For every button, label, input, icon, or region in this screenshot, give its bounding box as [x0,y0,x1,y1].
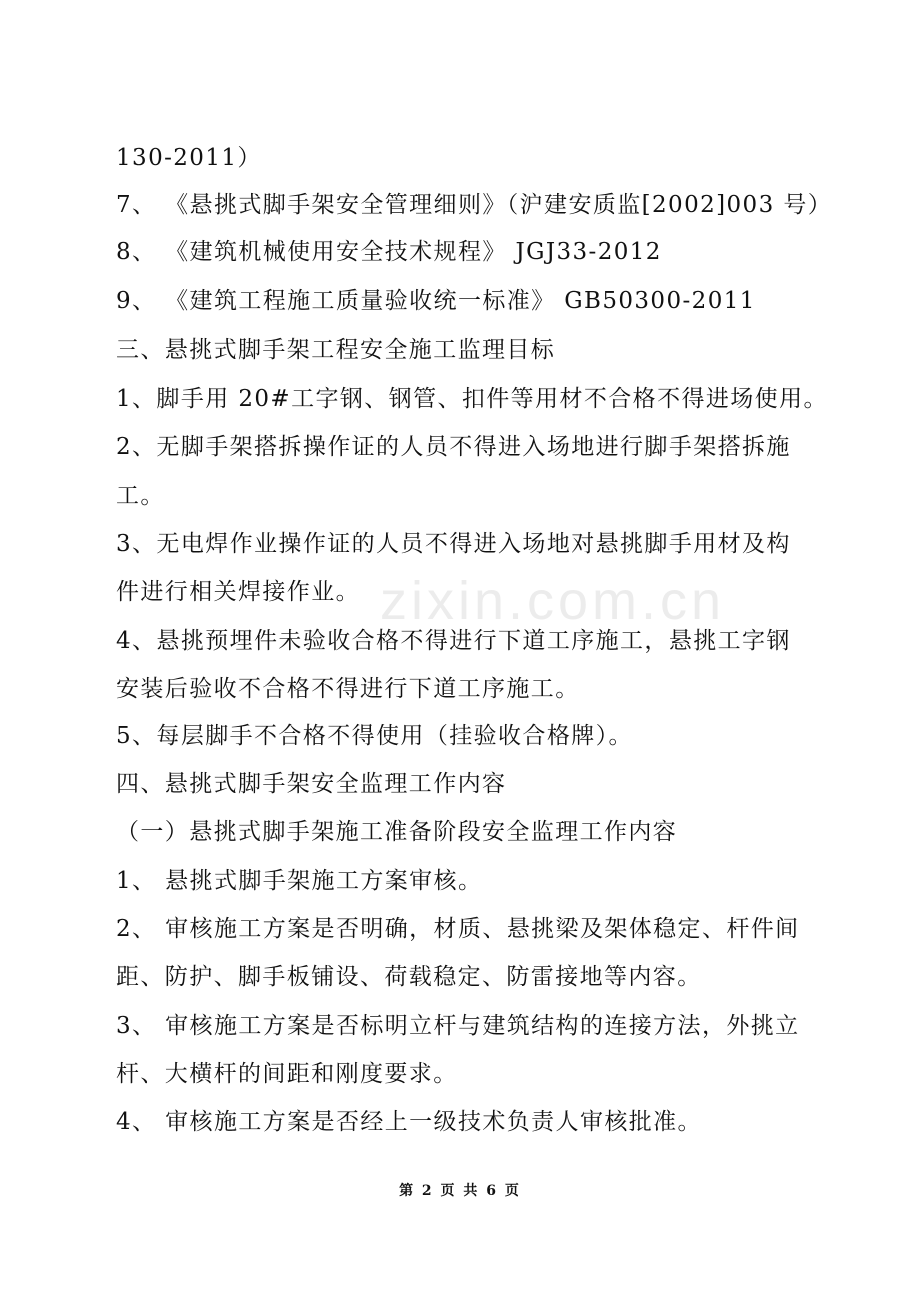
section-heading: 三、悬挑式脚手架工程安全施工监理目标 [116,337,556,363]
text-line: 9、 《建筑工程施工质量验收统一标准》 GB50300-2011 [116,288,756,314]
text-line: 4、悬挑预埋件未验收合格不得进行下道工序施工，悬挑工字钢 [116,628,791,654]
text-line: 130-2011） [116,145,262,171]
text-line: 3、无电焊作业操作证的人员不得进入场地对悬挑脚手用材及构 [116,531,791,557]
text-line: 8、 《建筑机械使用安全技术规程》 JGJ33-2012 [116,239,662,265]
text-line: 安装后验收不合格不得进行下道工序施工。 [116,676,580,702]
text-line: 3、 审核施工方案是否标明立杆与建筑结构的连接方法，外挑立 [116,1013,800,1039]
text-line: 距、防护、脚手板铺设、荷载稳定、防雷接地等内容。 [116,964,702,990]
subsection-heading: （一）悬挑式脚手架施工准备阶段安全监理工作内容 [116,819,678,845]
text-line: 2、无脚手架搭拆操作证的人员不得进入场地进行脚手架搭拆施 [116,434,791,460]
text-line: 件进行相关焊接作业。 [116,579,360,605]
text-line: 1、 悬挑式脚手架施工方案审核。 [116,868,483,894]
page-footer: 第 2 页 共 6 页 [399,1183,521,1199]
text-line: 4、 审核施工方案是否经上一级技术负责人审核批准。 [116,1109,702,1135]
section-heading: 四、悬挑式脚手架安全监理工作内容 [116,771,507,797]
text-line: 1、脚手用 20#工字钢、钢管、扣件等用材不合格不得进场使用。 [116,386,828,412]
watermark: zixin.com.cn [380,571,726,631]
text-line: 工。 [116,483,165,509]
text-line: 2、 审核施工方案是否明确，材质、悬挑梁及架体稳定、杆件间 [116,916,800,942]
text-line: 7、 《悬挑式脚手架安全管理细则》（沪建安质监[2002]003 号） [116,192,833,218]
text-line: 杆、大横杆的间距和刚度要求。 [116,1061,458,1087]
text-line: 5、每层脚手不合格不得使用（挂验收合格牌）。 [116,723,633,749]
